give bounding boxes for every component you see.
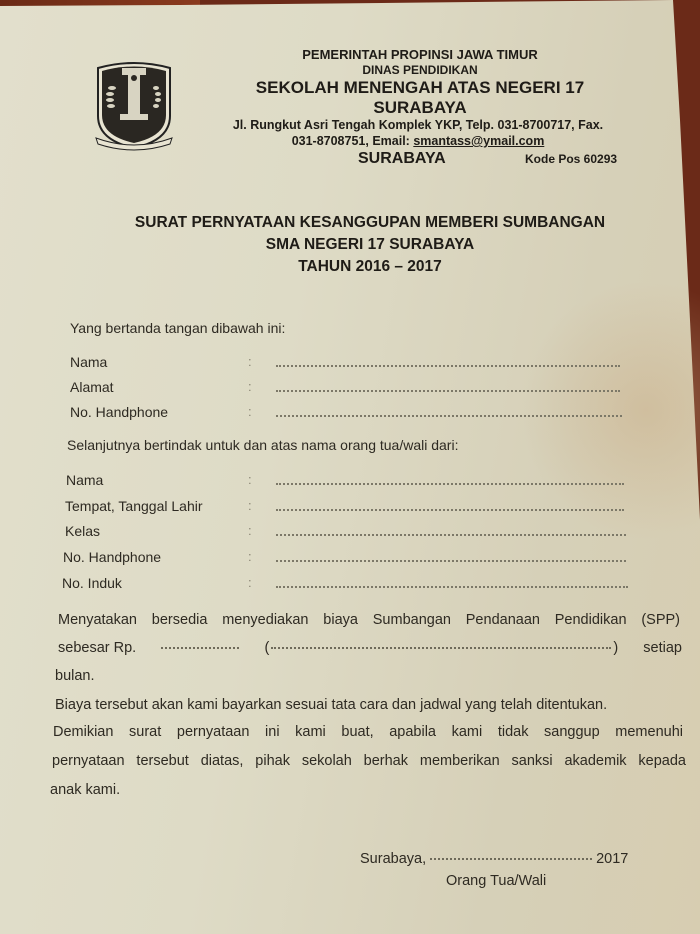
field-label: No. Handphone [63,549,162,565]
form-row-student-phone [0,549,700,569]
signer-name-input[interactable] [276,365,620,367]
on-behalf-text: Selanjutnya bertindak untuk dan atas nama orang tua/wali dari: [67,437,459,453]
field-label: Alamat [70,379,114,395]
field-separator: : [248,379,252,394]
document-subtitle: SMA NEGERI 17 SURABAYA [265,236,475,253]
amount-words-input[interactable] [271,647,611,649]
field-separator: : [248,354,252,369]
field-separator: : [248,472,252,487]
field-label: Tempat, Tanggal Lahir [65,498,203,514]
field-label: Nama [70,354,108,370]
letterhead-school-name: SEKOLAH MENENGAH ATAS NEGERI 17 [255,78,585,97]
signer-phone-input[interactable] [276,415,622,417]
signature-place-date [360,851,628,867]
form-row-signer-name [0,354,700,374]
field-label: Kelas [65,523,101,539]
letterhead-contact [178,134,658,148]
intro-text: Yang bertanda tangan dibawah ini: [70,320,286,336]
email-link[interactable]: smantass@ymail.com [413,134,545,148]
letterhead-postal-code: Kode Pos 60293 [525,152,618,166]
signature-year: 2017 [596,851,629,867]
closing-line-1: Demikian surat pernyataan ini kami buat, apabila kami tidak sanggup memenuhi [53,724,683,740]
signature-date-input[interactable] [430,858,592,860]
amount-prefix: sebesar Rp. [58,640,137,656]
open-paren: ( [264,640,270,656]
letterhead-city-footer: SURABAYA [358,150,446,167]
statement-line-3: bulan. [55,668,95,684]
letterhead-department: DINAS PENDIDIKAN [362,63,478,77]
amount-words-group [264,640,618,656]
signer-address-input[interactable] [276,390,620,392]
statement-line-1: Menyatakan bersedia menyediakan biaya Sumbangan Pendanaan Pendidikan (SPP) [58,612,680,628]
document-title: SURAT PERNYATAAN KESANGGUPAN MEMBERI SUMBANGAN [134,214,606,231]
letterhead-city: SURABAYA [373,98,467,117]
student-id-input[interactable] [276,586,628,588]
field-label: No. Handphone [70,404,169,420]
form-row-student-birth [0,498,700,518]
closing-line-2: pernyataan tersebut diatas, pihak sekolah berhak memberikan sanksi akademik kepada [52,753,686,769]
letterhead-address: Jl. Rungkut Asri Tengah Komplek YKP, Telp. 031-8700717, Fax. [232,118,604,132]
document-year: TAHUN 2016 – 2017 [298,258,442,275]
amount-suffix: setiap [643,640,682,656]
provincial-emblem-icon [92,58,176,152]
field-separator: : [248,549,252,564]
statement-line-2 [58,640,682,656]
close-paren: ) [613,640,619,656]
signature-place: Surabaya, [360,851,427,867]
form-row-signer-address [0,379,700,399]
form-row-student-id [0,575,700,595]
amount-number-input[interactable] [161,647,239,649]
form-row-student-class [0,523,700,543]
field-separator: : [248,404,252,419]
form-row-signer-phone [0,404,700,424]
field-separator: : [248,498,252,513]
fax-number: 031-8708751, Email: [291,134,414,148]
field-label: No. Induk [62,575,122,591]
student-name-input[interactable] [276,483,624,485]
student-birth-input[interactable] [276,509,624,511]
field-separator: : [248,575,252,590]
form-row-student-name [0,472,700,492]
signature-role: Orang Tua/Wali [446,873,547,889]
field-label: Nama [66,472,104,488]
letterhead-government: PEMERINTAH PROPINSI JAWA TIMUR [302,47,538,62]
student-class-input[interactable] [276,534,626,536]
field-separator: : [248,523,252,538]
student-phone-input[interactable] [276,560,626,562]
closing-line-3: anak kami. [50,782,121,798]
payment-note: Biaya tersebut akan kami bayarkan sesuai tata cara dan jadwal yang telah ditentukan. [55,697,608,713]
